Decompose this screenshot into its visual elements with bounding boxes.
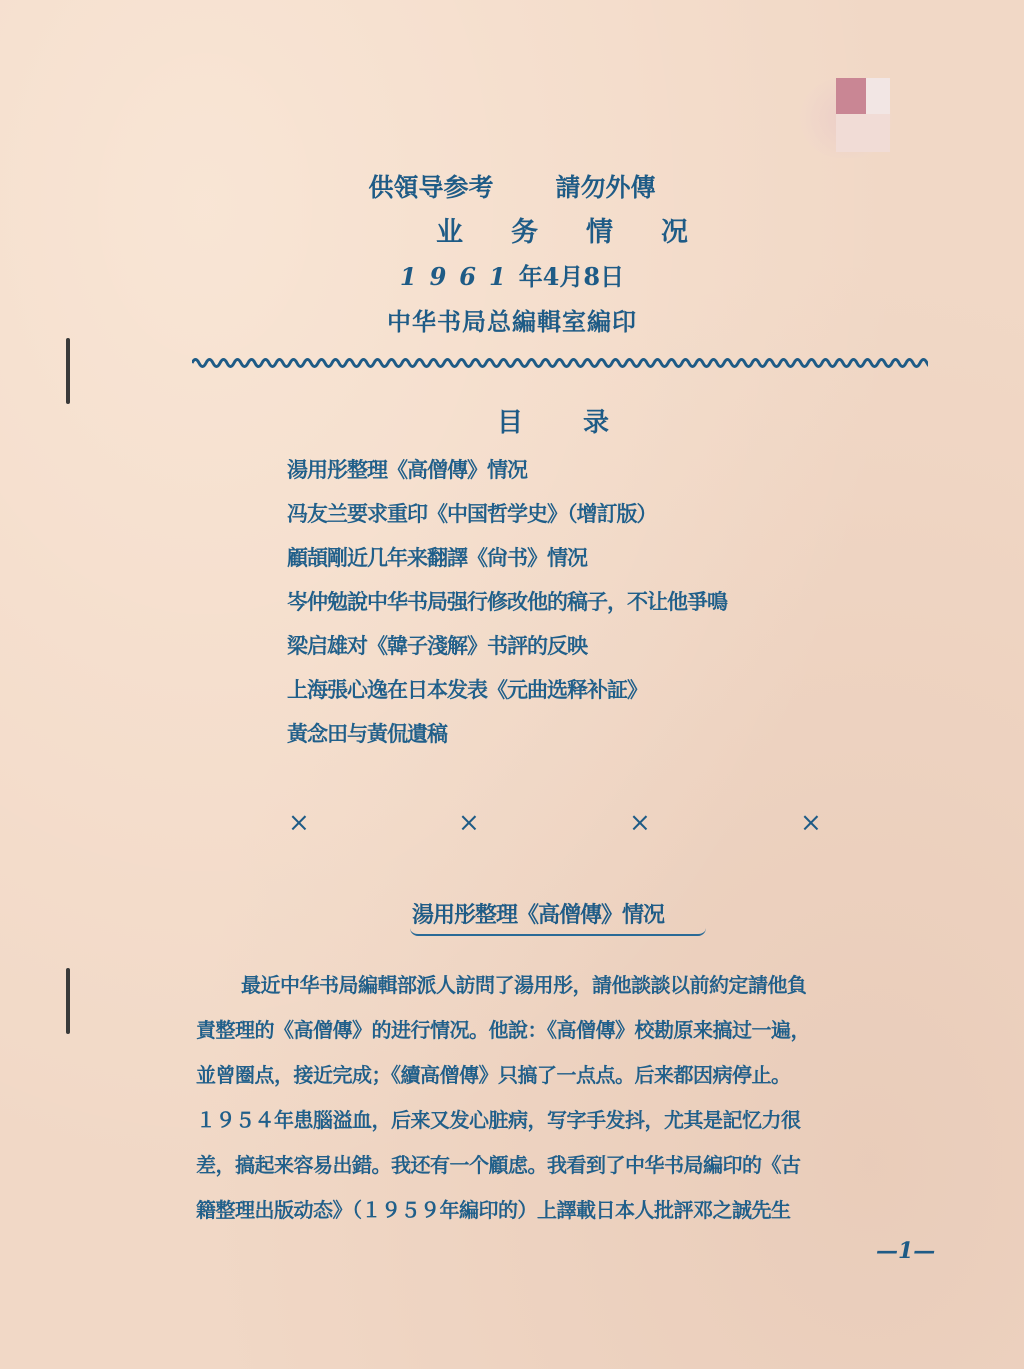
body-line: 籍整理出版动态》（１９５９年編印的）上譯載日本人批評邓之誠先生 bbox=[196, 1198, 791, 1222]
toc-item[interactable]: 冯友兰要求重印《中国哲学史》（增訂版） bbox=[287, 501, 657, 526]
cross-mark: × bbox=[458, 808, 480, 838]
color-stamp bbox=[800, 78, 892, 158]
section-title-underline bbox=[410, 928, 706, 936]
staple bbox=[66, 968, 70, 1034]
toc-item[interactable]: 上海張心逸在日本发表《元曲选释补証》 bbox=[287, 677, 647, 702]
toc-title: 目录 bbox=[497, 408, 670, 438]
wavy-divider bbox=[192, 352, 928, 374]
issue-month-day: 年4月8日 bbox=[518, 262, 625, 291]
issue-year: 1961 bbox=[399, 262, 519, 291]
page-number: —1— bbox=[876, 1238, 936, 1264]
toc-item[interactable]: 岑仲勉說中华书局强行修改他的稿子，不让他爭鳴 bbox=[287, 589, 727, 614]
body-line: 差，搞起来容易出錯。我还有一个顧虑。我看到了中华书局編印的《古 bbox=[196, 1153, 801, 1177]
restriction-line bbox=[0, 168, 1024, 204]
body-line: 並曾圈点，接近完成；《續高僧傳》只搞了一点点。后来都因病停止。 bbox=[196, 1063, 791, 1087]
body-line: 最近中华书局編輯部派人訪問了湯用彤，請他談談以前約定請他負 bbox=[241, 973, 807, 997]
cross-mark: × bbox=[288, 808, 310, 838]
for-leaders-reference: 供領导参考 bbox=[368, 173, 494, 202]
do-not-distribute: 請勿外傳 bbox=[555, 173, 656, 202]
publisher: 中华书局总編輯室編印 bbox=[387, 307, 637, 336]
body-line: １９５４年患腦溢血，后来又发心脏病，写字手发抖，尤其是記忆力很 bbox=[196, 1108, 801, 1132]
separator-marks bbox=[0, 808, 1024, 838]
toc-item[interactable]: 梁启雄对《韓子淺解》书評的反映 bbox=[287, 633, 587, 658]
table-of-contents bbox=[287, 455, 727, 763]
bulletin-title: 业务情况 bbox=[436, 217, 736, 248]
toc-item[interactable]: 黃念田与黃侃遺稿 bbox=[287, 721, 447, 746]
cross-mark: × bbox=[629, 808, 651, 838]
toc-item[interactable]: 湯用彤整理《高僧傳》情况 bbox=[287, 457, 527, 482]
section-title: 湯用彤整理《高僧傳》情况 bbox=[412, 902, 665, 928]
issue-date bbox=[0, 257, 1024, 292]
body-paragraph bbox=[196, 965, 956, 1235]
toc-item[interactable]: 顧頡剛近几年来翻譯《尙书》情况 bbox=[287, 545, 587, 570]
cross-mark: × bbox=[800, 808, 822, 838]
staple bbox=[66, 338, 70, 404]
body-line: 責整理的《高僧傳》的进行情况。他說：《高僧傳》校勘原来搞过一遍， bbox=[196, 1018, 810, 1042]
